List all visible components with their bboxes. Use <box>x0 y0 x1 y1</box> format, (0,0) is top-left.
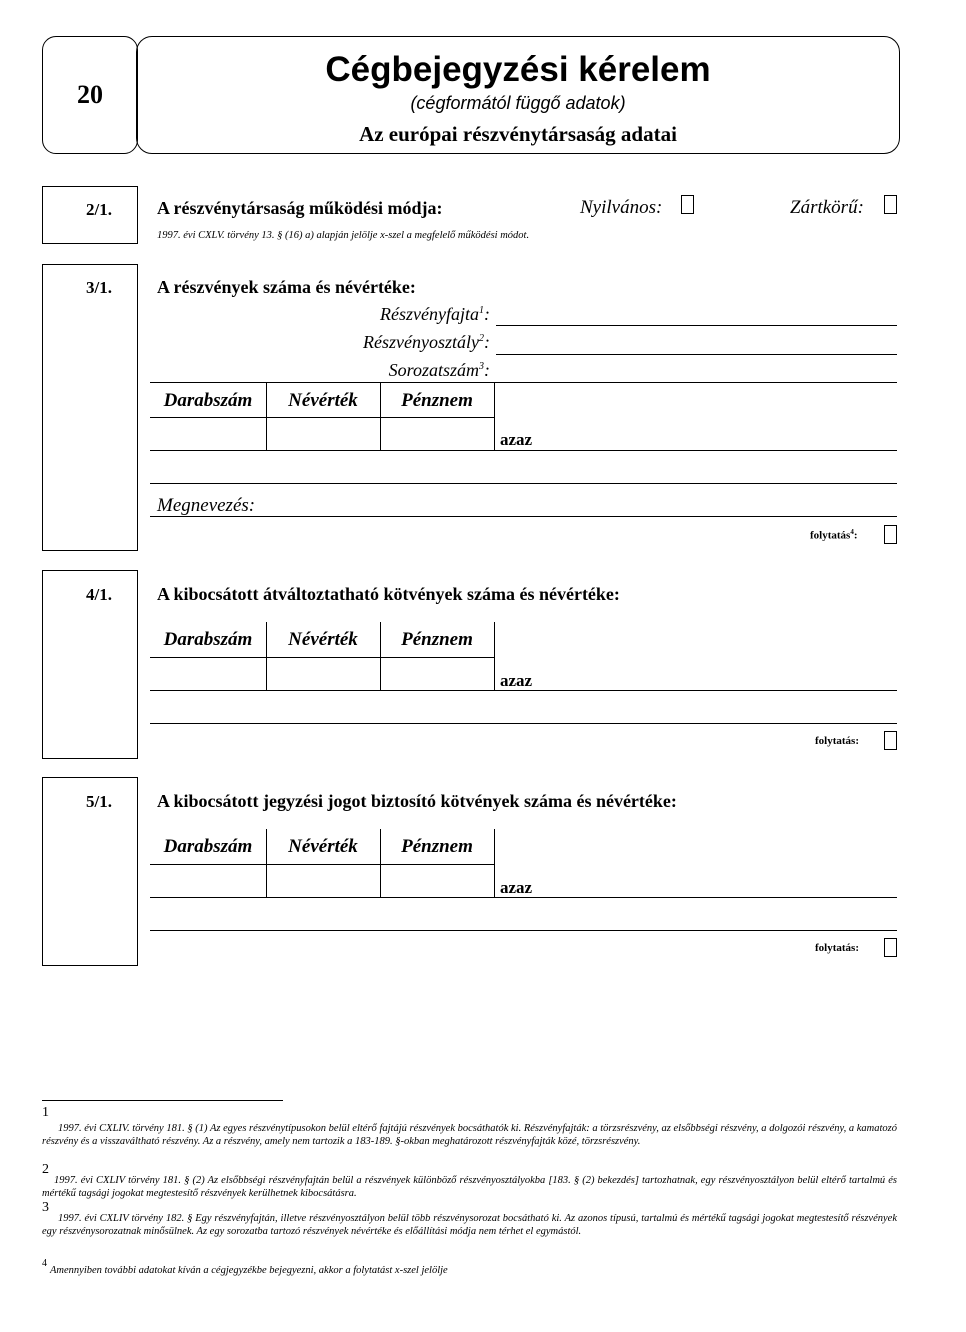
share-kind-label: Részvényfajta$^1$: <box>380 304 490 324</box>
table-header-divider <box>150 657 494 658</box>
footnote-number: 3 <box>42 1200 49 1215</box>
sec41-continuation-checkbox[interactable] <box>884 731 897 750</box>
table-divider <box>380 383 381 450</box>
series-number-label: Sorozatszám$^3$: <box>388 360 490 380</box>
name-field[interactable] <box>150 516 897 517</box>
option-public-checkbox[interactable] <box>681 195 694 214</box>
col-nominal-header: Névérték <box>288 836 358 857</box>
sec31-continuation-checkbox[interactable] <box>884 525 897 544</box>
sec31-title: A részvények száma és névértéke: <box>157 277 416 297</box>
sec51-continuation-label: folytatás: <box>815 942 859 954</box>
section-heading: Az európai részvénytársaság adatai <box>359 122 677 146</box>
amount-in-words-field[interactable] <box>150 483 897 484</box>
footnote-text: Amennyiben további adatokat kíván a cégjegyzékbe bejegyezni, akkor a folytatást x-szel jelölje <box>50 1265 448 1276</box>
option-private-checkbox[interactable] <box>884 195 897 214</box>
col-currency-header: Pénznem <box>401 629 473 650</box>
footnote-text: 1997. évi CXLIV törvény 182. § Egy részvényfajtán, illetve részvényosztályon belül több részvénysorozat bocsátható ki. Az azonos típusú, tartalmú és mértékű tagsági jogokat megtestesítő részvények egy részvénysorozatnak minősülnek. Az egy sorozatba tartozó részvények névértéke és előállítási módja nem térhet el egymástól. <box>42 1213 897 1237</box>
table-divider <box>494 622 495 690</box>
azaz-label: azaz <box>500 878 533 897</box>
col-count-header: Darabszám <box>163 390 253 411</box>
table-divider <box>494 383 495 450</box>
azaz-label: azaz <box>500 430 533 449</box>
footnote-number: 2 <box>42 1162 49 1177</box>
footnote-number: 4 <box>42 1258 47 1269</box>
sec21-number: 2/1. <box>86 200 112 219</box>
sec21-note: 1997. évi CXLV. törvény 13. § (16) a) alapján jelölje x-szel a megfelelő működési módot. <box>157 230 530 241</box>
table-divider <box>266 829 267 897</box>
sec21-title: A részvénytársaság működési módja: <box>157 198 443 218</box>
table-divider <box>266 383 267 450</box>
sec51-title: A kibocsátott jegyzési jogot biztosító kötvények száma és névértéke: <box>157 791 677 811</box>
col-count-header: Darabszám <box>163 836 253 857</box>
col-nominal-header: Névérték <box>288 629 358 650</box>
share-class-field[interactable] <box>496 354 897 355</box>
table-divider <box>380 622 381 690</box>
azaz-label: azaz <box>500 671 533 690</box>
sec41-continuation-label: folytatás: <box>815 735 859 747</box>
option-private-label: Zártkörű: <box>790 197 864 218</box>
count-amount-row[interactable] <box>150 450 897 451</box>
sec31-number-box <box>42 264 138 551</box>
footnote-text: 1997. évi CXLIV törvény 181. § (2) Az elsőbbségi részvényfajtán belül a részvények különböző részvényosztályokba [183. § (2) bekezdés] tartozhatnak, egy részvényosztályon belül eltérő tartalmú és mértékű tagsági jogokat megtestesítő részvények kerülhetnek kibocsátásra. <box>42 1175 897 1199</box>
amount-in-words-field[interactable] <box>150 723 897 724</box>
option-public-label: Nyilvános: <box>580 197 663 218</box>
table-header-divider <box>150 417 494 418</box>
sec51-number: 5/1. <box>86 792 112 811</box>
page-subtitle: (cégformától függő adatok) <box>410 93 626 113</box>
footnote-number: 1 <box>42 1105 49 1120</box>
table-header-divider <box>150 864 494 865</box>
series-number-field[interactable] <box>150 382 897 383</box>
name-label: Megnevezés: <box>157 495 256 516</box>
share-kind-field[interactable] <box>496 325 897 326</box>
page-title: Cégbejegyzési kérelem <box>325 50 711 89</box>
col-nominal-header: Névérték <box>288 390 358 411</box>
footnote-separator <box>42 1100 283 1101</box>
sec41-number: 4/1. <box>86 585 112 604</box>
share-class-label: Részvényosztály$^2$: <box>363 332 490 352</box>
sec31-continuation-label: folytatás$^4$: <box>810 528 858 542</box>
sec31-number: 3/1. <box>86 278 112 297</box>
form-number: 20 <box>77 80 103 109</box>
footnote-text: 1997. évi CXLIV. törvény 181. § (1) Az egyes részvénytípusokon belül eltérő fajtájú részvények bocsáthatók ki. Részvényfajták: a törzsrészvény, az elsőbbségi részvény, a dolgozói részvény, a kamatozó részvény és a visszaváltható részvény. Az a részvény, amely nem tartozik a 183-189. §-okban meghatározott részvényfajták közé, törzsrészvény. <box>42 1123 897 1147</box>
col-currency-header: Pénznem <box>401 390 473 411</box>
col-currency-header: Pénznem <box>401 836 473 857</box>
sec41-title: A kibocsátott átváltoztatható kötvények száma és névértéke: <box>157 584 620 604</box>
table-divider <box>266 622 267 690</box>
sec51-continuation-checkbox[interactable] <box>884 938 897 957</box>
table-divider <box>380 829 381 897</box>
col-count-header: Darabszám <box>163 629 253 650</box>
amount-in-words-field[interactable] <box>150 930 897 931</box>
table-divider <box>494 829 495 897</box>
